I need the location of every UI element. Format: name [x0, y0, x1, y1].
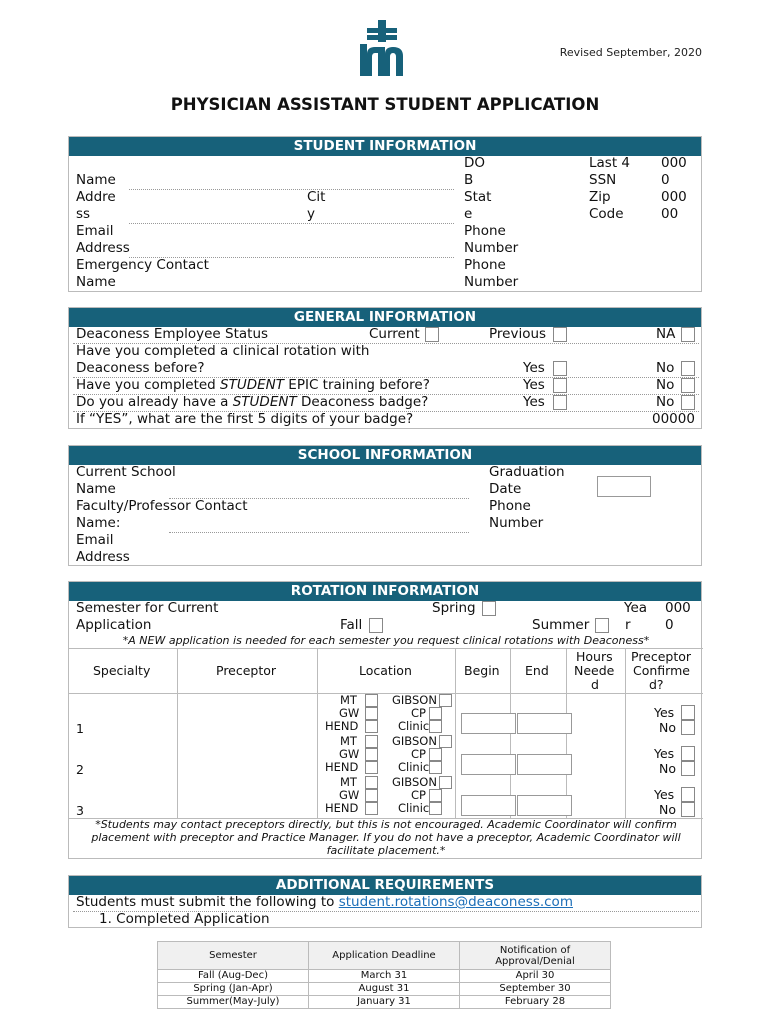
- badge-digits-question: If “YES”, what are the first 5 digits of your badge?: [76, 411, 414, 427]
- spring-checkbox[interactable]: [482, 601, 496, 616]
- faculty-label-2: Name:: [76, 515, 121, 531]
- address-label-2: ss: [76, 206, 91, 222]
- submit-instructions: Students must submit the following to student.rotations@deaconess.com: [76, 894, 573, 910]
- confirm-no-checkbox[interactable]: [681, 761, 695, 776]
- row-number: 1: [76, 721, 84, 736]
- loc-mt-label: MT: [340, 734, 357, 748]
- badge-yes-label: Yes: [523, 394, 545, 410]
- dob-label-1: DO: [464, 155, 486, 171]
- additional-requirements-section: [68, 875, 702, 928]
- semester-cell: Summer(May-July): [158, 996, 309, 1009]
- table-row: [158, 996, 611, 1009]
- col-end: End: [525, 663, 549, 678]
- faculty-label-1: Faculty/Professor Contact: [76, 498, 248, 514]
- confirm-no-label: No: [659, 761, 676, 776]
- semester-cell: Fall (Aug-Dec): [158, 970, 309, 983]
- phone-label-1: Phone: [464, 223, 506, 239]
- loc-gw-checkbox[interactable]: [365, 789, 378, 802]
- semester-cell: Spring (Jan-Apr): [158, 983, 309, 996]
- city-label-1: Cit: [307, 189, 326, 205]
- confirm-no-label: No: [659, 802, 676, 817]
- loc-gibson-checkbox[interactable]: [439, 694, 452, 707]
- current-label: Current: [369, 326, 420, 342]
- section-header: ADDITIONAL REQUIREMENTS: [69, 876, 701, 895]
- email-label-2: Address: [76, 240, 130, 256]
- loc-hend-label: HEND: [325, 719, 359, 733]
- deadline-cell: August 31: [309, 983, 460, 996]
- school-information-section: [68, 445, 702, 566]
- begin-date-input[interactable]: [461, 713, 516, 734]
- spring-label: Spring: [432, 600, 476, 616]
- col-confirm-3: d?: [649, 677, 664, 692]
- col-application-deadline: Application Deadline: [309, 942, 460, 970]
- loc-mt-checkbox[interactable]: [365, 776, 378, 789]
- loc-hend-checkbox[interactable]: [365, 720, 378, 733]
- epic-question: Have you completed STUDENT EPIC training before?: [76, 377, 430, 393]
- emergency-phone-label-1: Phone: [464, 257, 506, 273]
- row-number: 3: [76, 803, 84, 818]
- section-header: GENERAL INFORMATION: [69, 308, 701, 327]
- ssn-label-2: SSN: [589, 172, 617, 188]
- school-email-label-1: Email: [76, 532, 114, 548]
- loc-cp-label: CP: [411, 788, 426, 802]
- loc-mt-checkbox[interactable]: [365, 735, 378, 748]
- new-application-note: *A NEW application is needed for each semester you request clinical rotations with Deaconess*: [122, 634, 650, 647]
- epic-yes-checkbox[interactable]: [553, 378, 567, 393]
- badge-digits-value[interactable]: 00000: [652, 411, 695, 427]
- rotation-no-label: No: [656, 360, 675, 376]
- loc-clinic-checkbox[interactable]: [429, 761, 442, 774]
- previous-label: Previous: [489, 326, 547, 342]
- badge-no-label: No: [656, 394, 675, 410]
- confirm-yes-label: Yes: [654, 787, 675, 802]
- deadline-cell: January 31: [309, 996, 460, 1009]
- name-label: Name: [76, 172, 116, 188]
- col-hours-2: Neede: [574, 663, 615, 678]
- begin-date-input[interactable]: [461, 795, 516, 816]
- loc-clinic-label: Clinic: [398, 719, 430, 733]
- state-label-2: e: [464, 206, 473, 222]
- zip-label-2: Code: [589, 206, 624, 222]
- year-value-2[interactable]: 0: [665, 617, 674, 633]
- rotation-no-checkbox[interactable]: [681, 361, 695, 376]
- loc-clinic-checkbox[interactable]: [429, 720, 442, 733]
- col-location: Location: [359, 663, 412, 678]
- badge-no-checkbox[interactable]: [681, 395, 695, 410]
- rotation-yes-checkbox[interactable]: [553, 361, 567, 376]
- ssn-value-1[interactable]: 000: [661, 155, 687, 171]
- rotation-question-2: Deaconess before?: [76, 360, 205, 376]
- fall-checkbox[interactable]: [369, 618, 383, 633]
- confirm-no-checkbox[interactable]: [681, 802, 695, 817]
- student-information-section: [68, 136, 702, 292]
- notification-cell: February 28: [460, 996, 611, 1009]
- col-begin: Begin: [464, 663, 500, 678]
- ssn-value-2[interactable]: 0: [661, 172, 670, 188]
- notification-cell: April 30: [460, 970, 611, 983]
- col-confirm-1: Preceptor: [631, 649, 692, 664]
- epic-no-label: No: [656, 377, 675, 393]
- requirement-item-1: 1. Completed Application: [99, 911, 270, 927]
- loc-clinic-checkbox[interactable]: [429, 802, 442, 815]
- table-row: [158, 970, 611, 983]
- rotation-question-1: Have you completed a clinical rotation with: [76, 343, 370, 359]
- rotation-information-section: [68, 581, 702, 859]
- loc-gibson-checkbox[interactable]: [439, 776, 452, 789]
- zip-value-1[interactable]: 000: [661, 189, 687, 205]
- end-date-input[interactable]: [517, 795, 572, 816]
- previous-checkbox[interactable]: [553, 327, 567, 342]
- loc-gw-label: GW: [339, 788, 360, 802]
- confirm-yes-label: Yes: [654, 746, 675, 761]
- na-label: NA: [656, 326, 676, 342]
- section-header: ROTATION INFORMATION: [69, 582, 701, 601]
- col-specialty: Specialty: [93, 663, 151, 678]
- loc-cp-label: CP: [411, 747, 426, 761]
- confirm-no-label: No: [659, 720, 676, 735]
- section-header: SCHOOL INFORMATION: [69, 446, 701, 465]
- current-checkbox[interactable]: [425, 327, 439, 342]
- emergency-label-1: Emergency Contact: [76, 257, 209, 273]
- row-number: 2: [76, 762, 84, 777]
- col-confirm-2: Confirme: [633, 663, 690, 678]
- school-name-label-1: Current School: [76, 464, 176, 480]
- loc-mt-checkbox[interactable]: [365, 694, 378, 707]
- email-label-1: Email: [76, 223, 114, 239]
- loc-gw-checkbox[interactable]: [365, 707, 378, 720]
- loc-gibson-checkbox[interactable]: [439, 735, 452, 748]
- begin-date-input[interactable]: [461, 754, 516, 775]
- col-semester: Semester: [158, 942, 309, 970]
- school-email-label-2: Address: [76, 549, 130, 565]
- loc-gw-label: GW: [339, 706, 360, 720]
- end-date-input[interactable]: [517, 713, 572, 734]
- graduation-label-1: Graduation: [489, 464, 565, 480]
- year-value-1[interactable]: 000: [665, 600, 691, 616]
- loc-cp-label: CP: [411, 706, 426, 720]
- dob-label-2: B: [464, 172, 474, 188]
- general-information-section: [68, 307, 702, 429]
- epic-yes-label: Yes: [523, 377, 545, 393]
- preceptor-note-3: facilitate placement.*: [326, 844, 446, 857]
- fall-label: Fall: [340, 617, 363, 633]
- loc-clinic-label: Clinic: [398, 801, 430, 815]
- loc-gw-label: GW: [339, 747, 360, 761]
- address-label-1: Addre: [76, 189, 116, 205]
- confirm-yes-checkbox[interactable]: [681, 746, 695, 761]
- graduation-label-2: Date: [489, 481, 522, 497]
- table-header-row: [158, 942, 611, 970]
- submission-email-link[interactable]: student.rotations@deaconess.com: [338, 894, 573, 910]
- loc-gibson-label: GIBSON: [392, 693, 437, 707]
- confirm-yes-label: Yes: [654, 705, 675, 720]
- loc-hend-checkbox[interactable]: [365, 802, 378, 815]
- summer-label: Summer: [532, 617, 590, 633]
- emergency-phone-label-2: Number: [464, 274, 519, 290]
- epic-no-checkbox[interactable]: [681, 378, 695, 393]
- deadline-cell: March 31: [309, 970, 460, 983]
- loc-hend-label: HEND: [325, 801, 359, 815]
- deaconess-logo: [358, 20, 408, 76]
- semester-label-2: Application: [76, 617, 152, 633]
- table-row: [158, 983, 611, 996]
- na-checkbox[interactable]: [681, 327, 695, 342]
- loc-gibson-label: GIBSON: [392, 734, 437, 748]
- school-name-label-2: Name: [76, 481, 116, 497]
- col-hours-3: d: [591, 677, 599, 692]
- city-label-2: y: [307, 206, 315, 222]
- employee-status-label: Deaconess Employee Status: [76, 326, 269, 342]
- school-phone-label-2: Number: [489, 515, 544, 531]
- loc-gibson-label: GIBSON: [392, 775, 437, 789]
- summer-checkbox[interactable]: [595, 618, 609, 633]
- loc-hend-checkbox[interactable]: [365, 761, 378, 774]
- loc-hend-label: HEND: [325, 760, 359, 774]
- loc-gw-checkbox[interactable]: [365, 748, 378, 761]
- year-label-1: Yea: [624, 600, 648, 616]
- confirm-yes-checkbox[interactable]: [681, 705, 695, 720]
- preceptor-note-2: placement with preceptor and Practice Manager. If you do not have a preceptor, Academic Coordinator will: [91, 831, 681, 844]
- rotation-yes-label: Yes: [523, 360, 545, 376]
- revised-date: Revised September, 2020: [559, 46, 702, 59]
- school-phone-label-1: Phone: [489, 498, 531, 514]
- section-header: STUDENT INFORMATION: [69, 137, 701, 156]
- emergency-label-2: Name: [76, 274, 116, 290]
- badge-question: Do you already have a STUDENT Deaconess badge?: [76, 394, 429, 410]
- semester-label-1: Semester for Current: [76, 600, 219, 616]
- loc-mt-label: MT: [340, 775, 357, 789]
- page-title: PHYSICIAN ASSISTANT STUDENT APPLICATION: [170, 95, 600, 114]
- year-label-2: r: [625, 617, 631, 633]
- confirm-yes-checkbox[interactable]: [681, 787, 695, 802]
- col-hours-1: Hours: [576, 649, 613, 664]
- col-notification: Notification of Approval/Denial: [460, 942, 611, 970]
- ssn-label-1: Last 4: [589, 155, 631, 171]
- state-label-1: Stat: [464, 189, 492, 205]
- phone-label-2: Number: [464, 240, 519, 256]
- loc-cp-checkbox[interactable]: [429, 748, 442, 761]
- col-preceptor: Preceptor: [216, 663, 277, 678]
- loc-clinic-label: Clinic: [398, 760, 430, 774]
- loc-cp-checkbox[interactable]: [429, 707, 442, 720]
- badge-yes-checkbox[interactable]: [553, 395, 567, 410]
- loc-cp-checkbox[interactable]: [429, 789, 442, 802]
- loc-mt-label: MT: [340, 693, 357, 707]
- zip-label-1: Zip: [589, 189, 611, 205]
- graduation-date-input[interactable]: [597, 476, 651, 497]
- end-date-input[interactable]: [517, 754, 572, 775]
- deadline-table: [157, 941, 611, 1009]
- notification-cell: September 30: [460, 983, 611, 996]
- confirm-no-checkbox[interactable]: [681, 720, 695, 735]
- preceptor-note-1: *Students may contact preceptors directly, but this is not encouraged. Academic Coordinator will confirm: [95, 818, 677, 831]
- zip-value-2[interactable]: 00: [661, 206, 679, 222]
